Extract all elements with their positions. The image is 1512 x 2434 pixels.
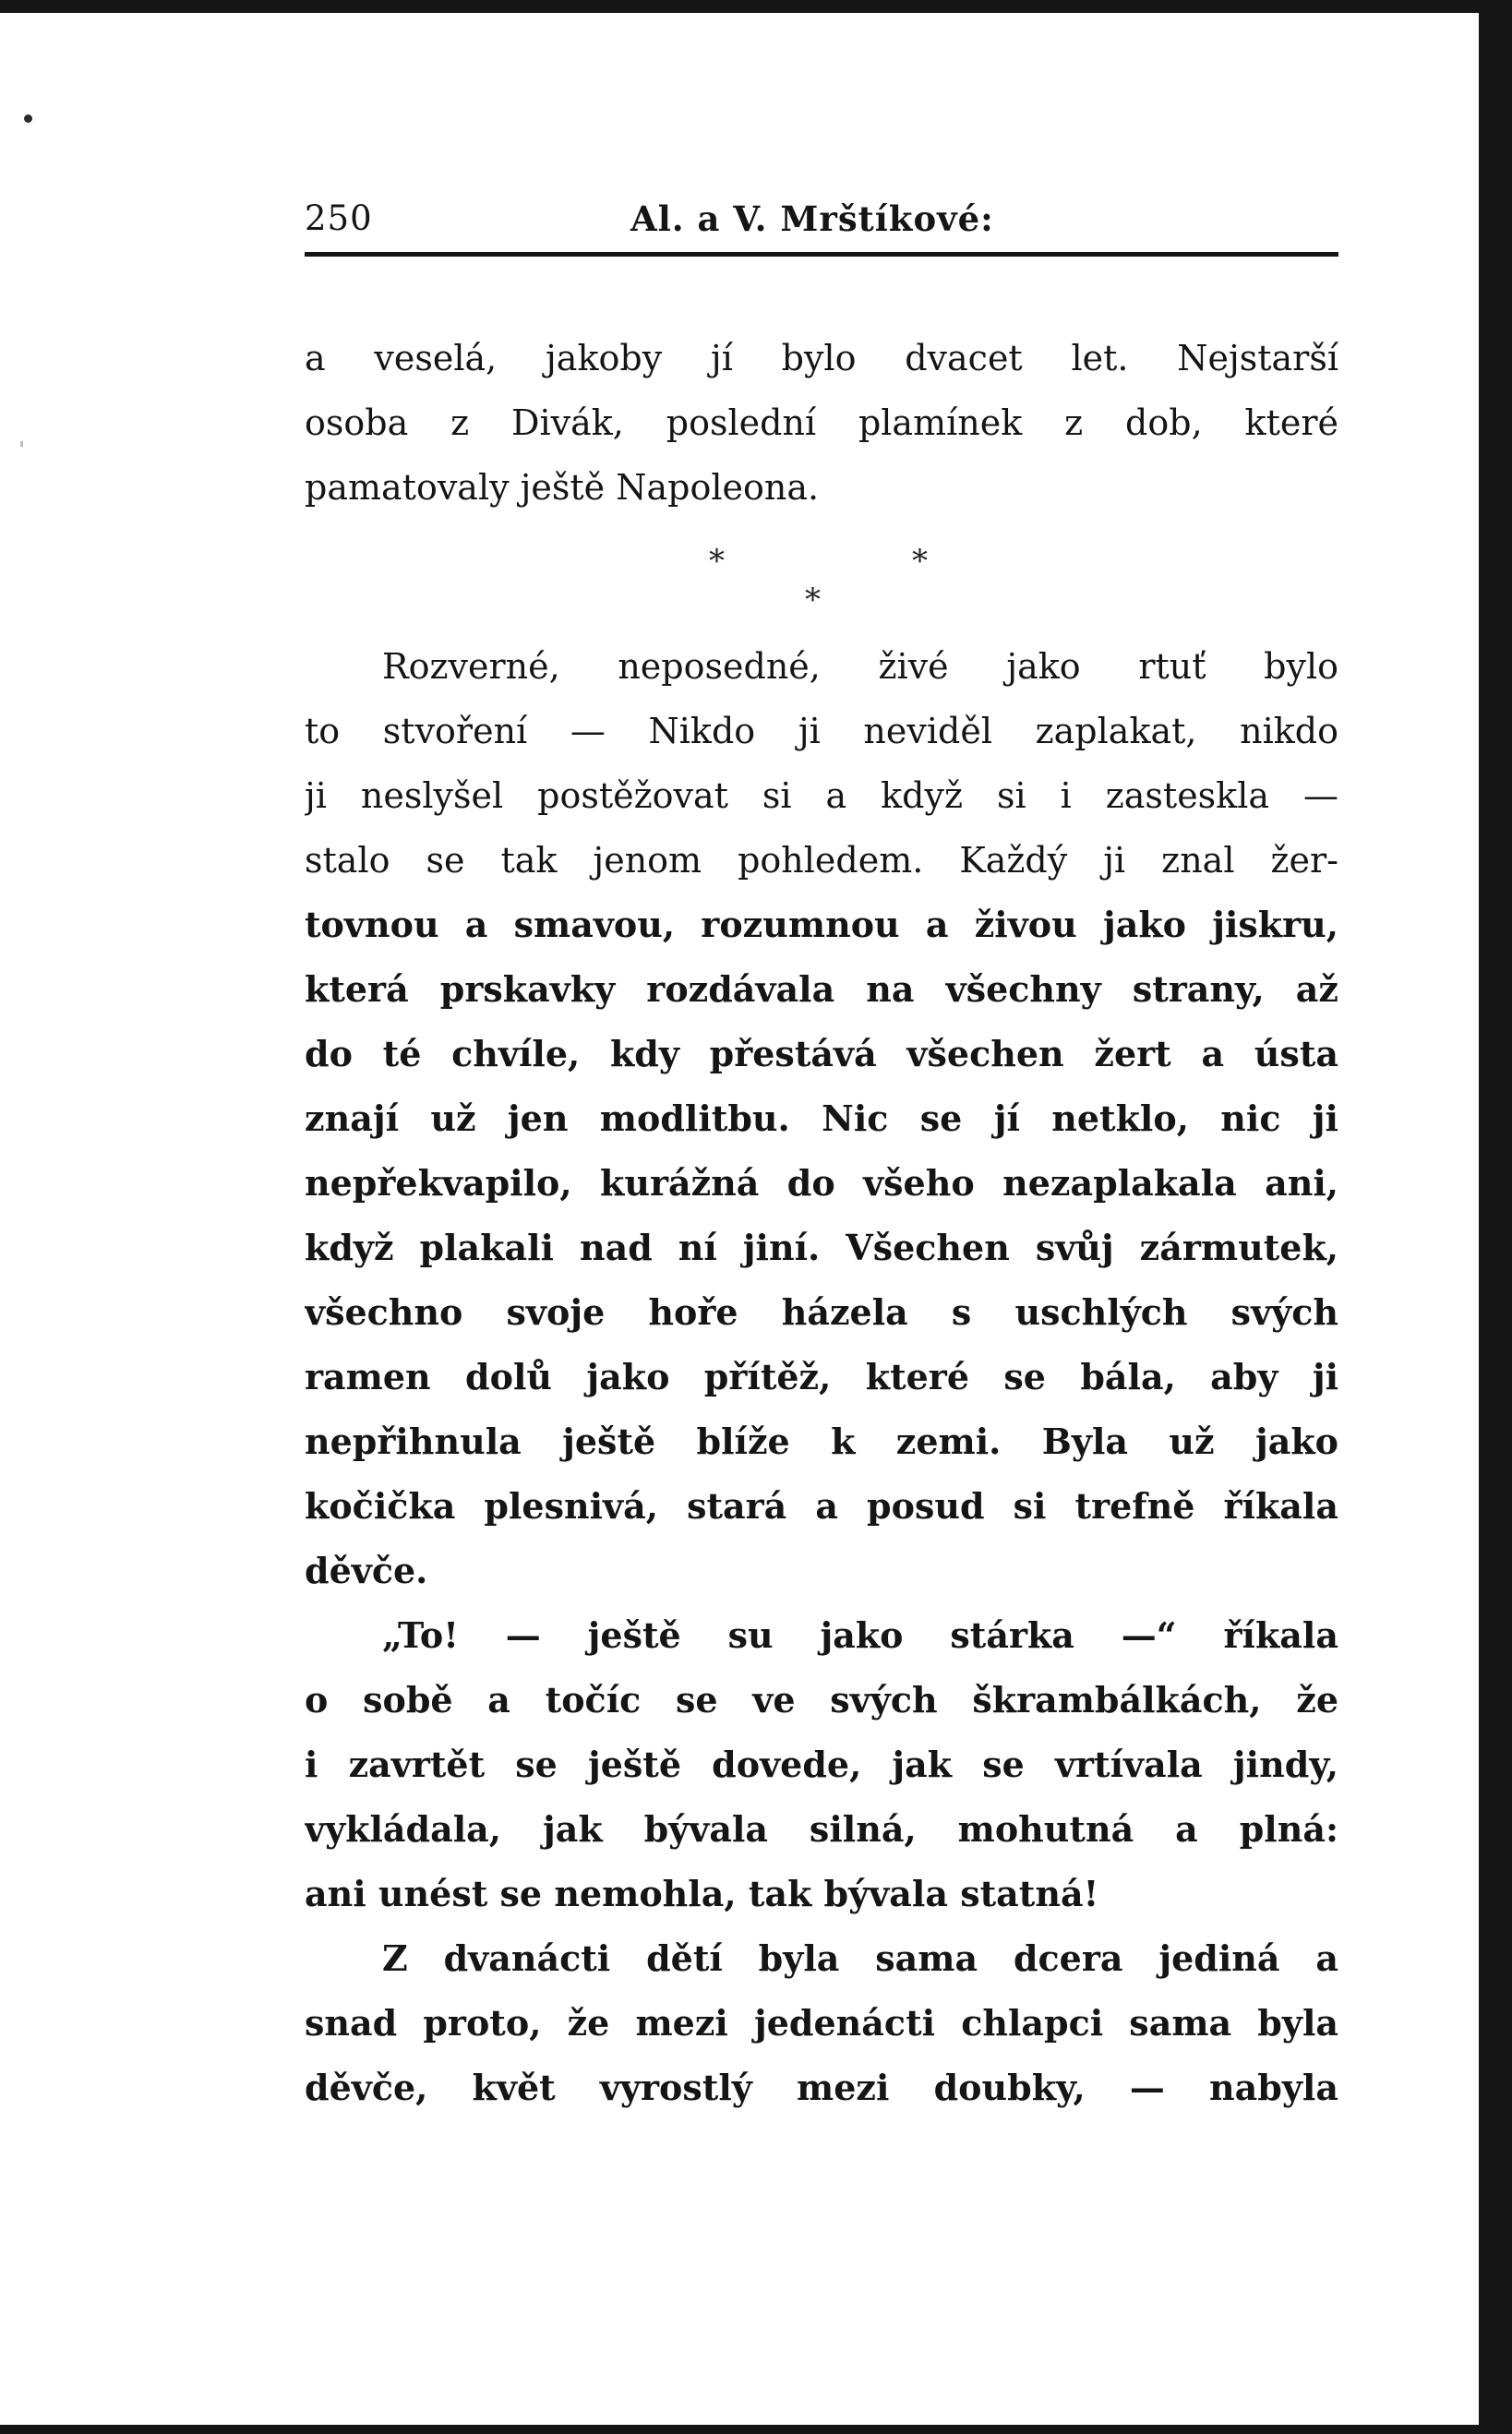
- text-line: osoba z Divák, poslední plamínek z dob, které: [305, 402, 1338, 443]
- text-line: tovnou a smavou, rozumnou a živou jako jiskru,: [305, 904, 1338, 945]
- text-line: Z dvanácti dětí byla sama dcera jediná a: [382, 1937, 1338, 1979]
- header-rule: [305, 252, 1338, 257]
- text-line: ramen dolů jako přítěž, které se bála, aby ji: [305, 1356, 1338, 1397]
- running-head: Al. a V. Mrštíkové:: [630, 198, 994, 239]
- text-line: to stvoření — Nikdo ji neviděl zaplakat, nikdo: [305, 711, 1338, 751]
- text-line: a veselá, jakoby jí bylo dvacet let. Nejstarší: [305, 338, 1338, 378]
- text-line: všechno svoje hoře házela s uschlých svých: [305, 1291, 1338, 1333]
- separator-asterisk: *: [709, 543, 725, 580]
- text-line: o sobě a točíc se ve svých škrambálkách, že: [305, 1679, 1338, 1721]
- text-line: stalo se tak jenom pohledem. Každý ji znal žer-: [305, 840, 1338, 881]
- separator-asterisk: *: [805, 582, 821, 618]
- text-line: děvče, květ vyrostlý mezi doubky, — nabyla: [305, 2067, 1338, 2108]
- text-line: i zavrtět se ještě dovede, jak se vrtívala jindy,: [305, 1744, 1338, 1785]
- text-line: děvče.: [305, 1550, 428, 1591]
- text-line: Rozverné, neposedné, živé jako rtuť bylo: [382, 646, 1338, 687]
- body-text: [305, 326, 1338, 2120]
- scan-blemish: [24, 114, 32, 123]
- scan-speck: [20, 441, 23, 447]
- text-line: která prskavky rozdávala na všechny strany, až: [305, 968, 1338, 1010]
- text-line: nepřihnula ještě blíže k zemi. Byla už jako: [305, 1421, 1338, 1462]
- text-line: ani unést se nemohla, tak bývala statná!: [305, 1873, 1099, 1914]
- book-page: [305, 189, 1338, 2108]
- text-line: ji neslyšel postěžovat si a když si i zasteskla —: [305, 775, 1338, 816]
- text-line: kočička plesnivá, stará a posud si trefně říkala: [305, 1485, 1338, 1527]
- text-line: nepřekvapilo, kurážná do všeho nezaplakala ani,: [305, 1162, 1338, 1204]
- section-separator: [305, 520, 1338, 634]
- page-number: 250: [305, 198, 373, 238]
- text-line: do té chvíle, kdy přestává všechen žert a ústa: [305, 1033, 1338, 1074]
- text-line: pamatovaly ještě Napoleona.: [305, 467, 820, 508]
- page-header: [305, 189, 1338, 245]
- text-line: vykládala, jak bývala silná, mohutná a plná:: [305, 1808, 1338, 1850]
- text-line: snad proto, že mezi jedenácti chlapci sama byla: [305, 2002, 1338, 2044]
- separator-asterisk: *: [912, 543, 928, 580]
- text-line: znají už jen modlitbu. Nic se jí netklo, nic ji: [305, 1097, 1338, 1139]
- text-line: když plakali nad ní jiní. Všechen svůj zármutek,: [305, 1227, 1338, 1268]
- text-line: „To! — ještě su jako stárka —“ říkala: [382, 1614, 1338, 1656]
